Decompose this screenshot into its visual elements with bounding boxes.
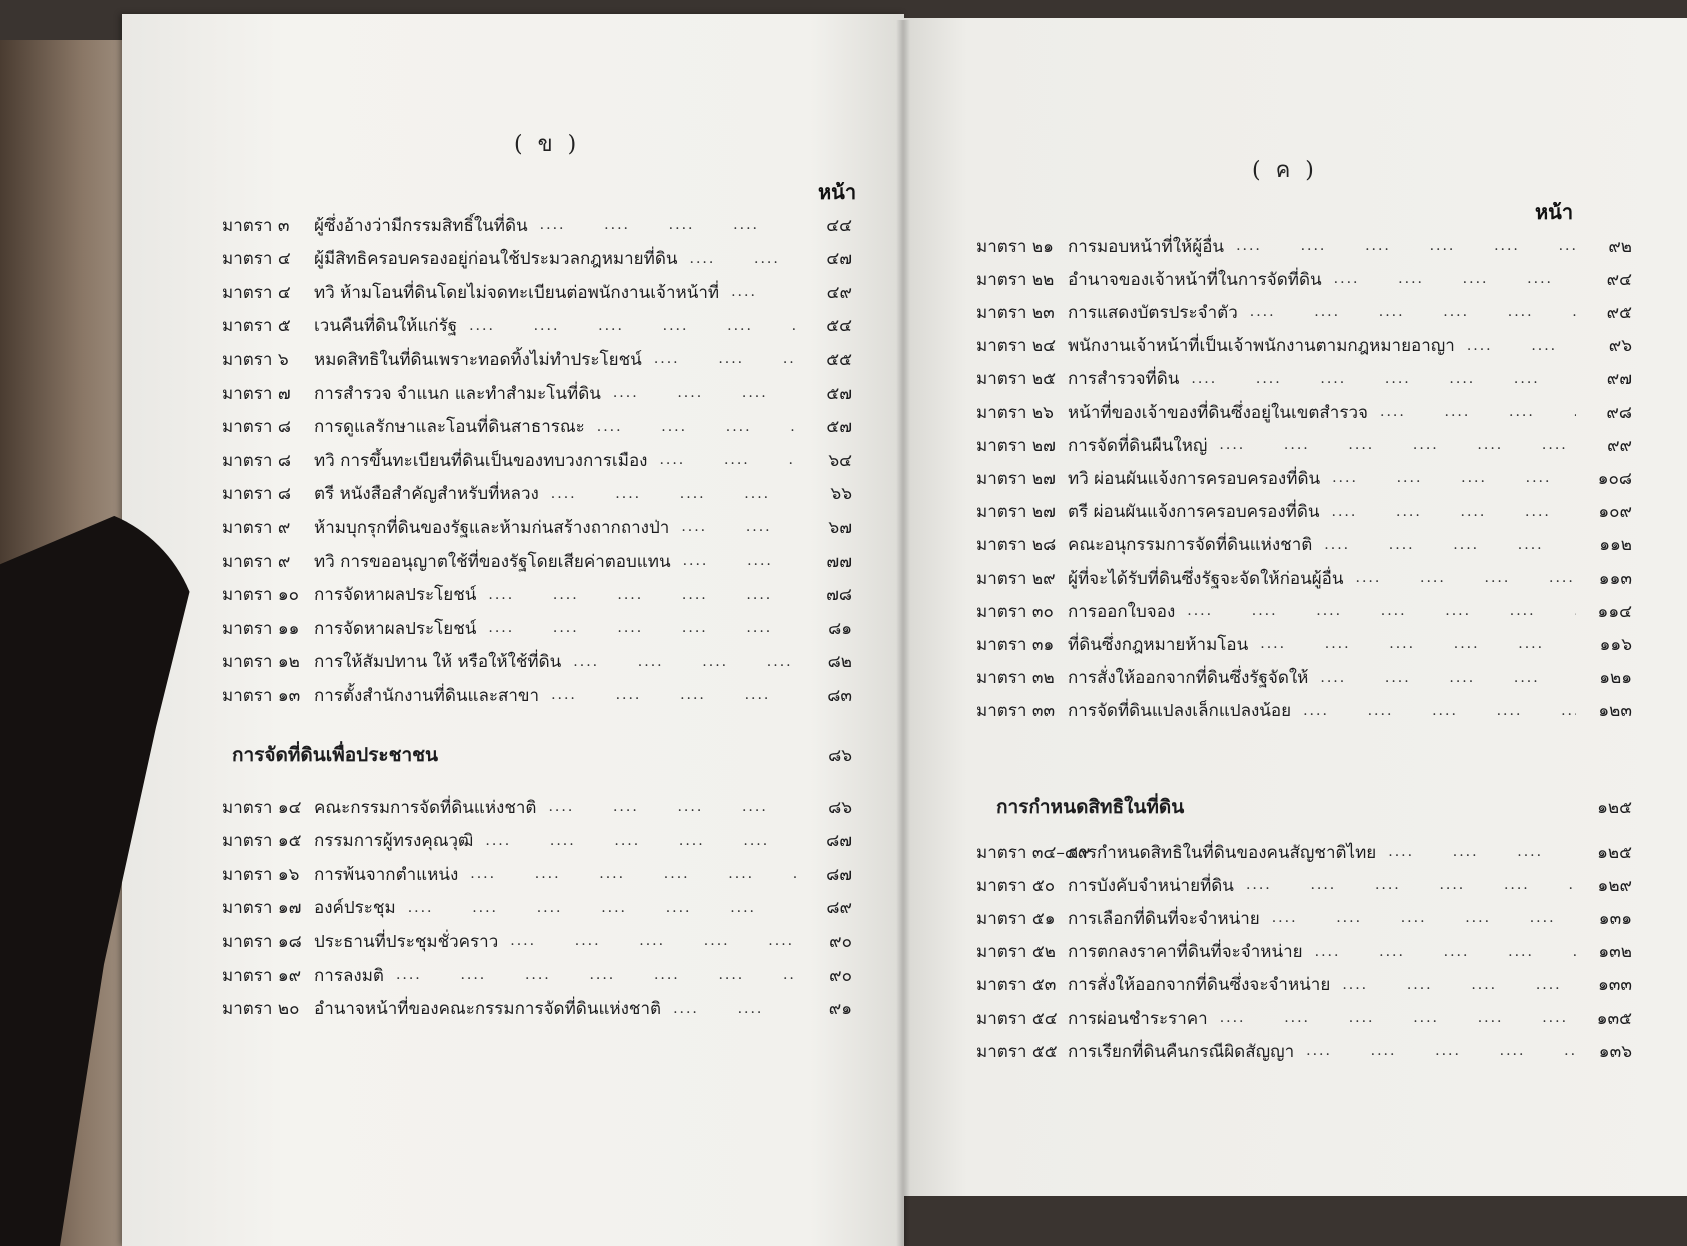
right-toc-entry <box>976 935 1632 969</box>
section-title: การจัดที่ดินผืนใหญ่ <box>1068 435 1208 456</box>
section-number: มาตรา ๑๐ <box>222 585 300 606</box>
left-page-label: ( ข ) <box>514 132 581 157</box>
page-number: ๙๔ <box>1606 269 1632 290</box>
leader-dots <box>659 452 796 468</box>
page-number: ๖๔ <box>828 450 852 471</box>
page-number: ๕๗ <box>826 383 852 404</box>
section-title: ผู้ที่จะได้รับที่ดินซึ่งรัฐจะจัดให้ก่อนผู้อื่น <box>1068 568 1344 589</box>
section-title: ผู้ซึ่งอ้างว่ามีกรรมสิทธิ์ในที่ดิน <box>314 215 528 236</box>
section-title: การสำรวจ จำแนก และทำสำมะโนที่ดิน <box>314 383 601 404</box>
right-toc-entry <box>976 594 1632 628</box>
section-number: มาตรา ๒๖ <box>976 402 1054 423</box>
section-title: ตรี ผ่อนผันแจ้งการครอบครองที่ดิน <box>1068 502 1320 523</box>
leader-dots <box>551 687 796 703</box>
page-number: ๑๐๘ <box>1597 468 1632 489</box>
left-toc-entry <box>222 824 852 858</box>
left-section-heading <box>232 738 852 772</box>
leader-dots <box>1324 537 1576 553</box>
section-number: มาตรา ๓ <box>222 215 290 236</box>
section-title: การตั้งสำนักงานที่ดินและสาขา <box>314 685 540 706</box>
page-number: ๘๖ <box>828 797 852 818</box>
book-gutter <box>896 20 910 1246</box>
page-number: ๑๑๖ <box>1599 634 1632 655</box>
left-page <box>122 14 904 1246</box>
leader-dots <box>1191 371 1576 387</box>
page-number: ๘๒ <box>827 652 852 673</box>
page-number: ๔๔ <box>826 215 852 236</box>
section-title: อำนาจของเจ้าหน้าที่ในการจัดที่ดิน <box>1068 269 1322 290</box>
leader-dots <box>683 553 796 569</box>
left-toc-entry <box>222 510 852 544</box>
leader-dots <box>1236 238 1576 254</box>
section-number: มาตรา ๑๓ <box>222 685 301 706</box>
section-title: คณะกรรมการจัดที่ดินแห่งชาติ <box>314 797 537 818</box>
left-toc-entry <box>222 645 852 679</box>
page-number: ๔๗ <box>826 249 852 270</box>
section-title: การตกลงราคาที่ดินที่จะจำหน่าย <box>1068 942 1303 963</box>
left-section-title: การจัดที่ดินเพื่อประชาชน <box>232 744 439 766</box>
leader-dots <box>551 486 796 502</box>
right-page-label: ( ค ) <box>1252 158 1318 183</box>
section-number: มาตรา ๘ <box>222 484 291 505</box>
section-number: มาตรา ๑๘ <box>222 931 302 952</box>
page-number: ๖๖ <box>830 484 852 505</box>
section-number: มาตรา ๒๘ <box>976 535 1057 556</box>
right-section-title: การกำหนดสิทธิในที่ดิน <box>996 796 1185 818</box>
right-toc-entry <box>976 428 1632 462</box>
section-title: การบังคับจำหน่ายที่ดิน <box>1068 875 1234 896</box>
page-number: ๑๑๓ <box>1598 568 1632 589</box>
section-number: มาตรา ๕๒ <box>976 942 1056 963</box>
section-title: การจัดที่ดินแปลงเล็กแปลงน้อย <box>1068 701 1292 722</box>
leader-dots <box>1272 910 1576 926</box>
section-number: มาตรา ๒๐ <box>222 999 300 1020</box>
right-toc-entry <box>976 627 1632 661</box>
section-title: การเลือกที่ดินที่จะจำหน่าย <box>1068 908 1260 929</box>
page-number: ๑๒๑ <box>1599 668 1632 689</box>
section-title: การให้สัมปทาน ให้ หรือให้ใช้ที่ดิน <box>314 652 562 673</box>
right-toc-entry <box>976 295 1632 329</box>
section-number: มาตรา ๙ <box>222 517 291 538</box>
section-title: การออกใบจอง <box>1068 601 1176 622</box>
left-toc-entry <box>222 410 852 444</box>
leader-dots <box>597 419 796 435</box>
left-toc-entry <box>222 857 852 891</box>
section-number: มาตรา ๒๗ <box>976 468 1056 489</box>
right-toc-entry <box>976 528 1632 562</box>
leader-dots <box>1220 1010 1576 1026</box>
section-title: ทวิ ห้ามโอนที่ดินโดยไม่จดทะเบียนต่อพนักงานเจ้าหน้าที่ <box>314 282 720 303</box>
right-toc-entry <box>976 868 1632 902</box>
section-number: มาตรา ๒๑ <box>976 236 1054 257</box>
leader-dots <box>488 620 796 636</box>
section-title: เวนคืนที่ดินให้แก่รัฐ <box>314 316 458 337</box>
leader-dots <box>654 351 796 367</box>
section-title: ผู้มีสิทธิครอบครองอยู่ก่อนใช้ประมวลกฎหมายที่ดิน <box>314 249 678 270</box>
page-number: ๑๑๔ <box>1597 601 1632 622</box>
section-number: มาตรา ๘ <box>222 450 291 471</box>
section-title: ทวิ การขออนุญาตใช้ที่ของรัฐโดยเสียค่าตอบแทน <box>314 551 671 572</box>
leader-dots <box>573 654 796 670</box>
section-number: มาตรา ๑๕ <box>222 831 302 852</box>
page-number: ๙๖ <box>1608 336 1632 357</box>
leader-dots <box>1388 844 1576 860</box>
section-title: การพ้นจากตำแหน่ง <box>314 864 459 885</box>
leader-dots <box>1332 504 1576 520</box>
left-toc-entry <box>222 678 852 712</box>
leader-dots <box>690 251 797 267</box>
right-toc-entry <box>976 329 1632 363</box>
page-number: ๕๗ <box>826 417 852 438</box>
page-number: ๗๗ <box>826 551 852 572</box>
page-number: ๘๑ <box>828 618 852 639</box>
page-number: ๑๓๕ <box>1596 1008 1632 1029</box>
section-number: มาตรา ๕๔ <box>976 1008 1058 1029</box>
section-title: การเรียกที่ดินคืนกรณีผิดสัญญา <box>1068 1041 1295 1062</box>
right-toc-entry <box>976 835 1632 869</box>
left-toc-entry <box>222 544 852 578</box>
section-number: มาตรา ๗ <box>222 383 291 404</box>
section-number: มาตรา ๑๗ <box>222 898 302 919</box>
leader-dots <box>731 284 796 300</box>
leader-dots <box>1246 877 1576 893</box>
section-number: มาตรา ๒๓ <box>976 302 1055 323</box>
section-number: มาตรา ๕ <box>222 316 291 337</box>
left-toc-entry <box>222 242 852 276</box>
leader-dots <box>488 587 796 603</box>
page-number: ๕๕ <box>826 349 852 370</box>
page-number: ๑๓๓ <box>1597 975 1632 996</box>
left-toc-entry <box>222 611 852 645</box>
leader-dots <box>1320 670 1576 686</box>
section-title: การลงมติ <box>314 965 384 986</box>
section-number: มาตรา ๒๗ <box>976 435 1056 456</box>
page-number: ๔๙ <box>826 282 852 303</box>
page-number: ๙๐ <box>829 965 852 986</box>
right-section-heading <box>996 790 1632 824</box>
leader-dots <box>1260 636 1576 652</box>
section-number: มาตรา ๑๔ <box>222 797 302 818</box>
leader-dots <box>1334 271 1576 287</box>
section-title: องค์ประชุม <box>314 898 396 919</box>
section-number: มาตรา ๔ <box>222 282 291 303</box>
left-toc-entry <box>222 891 852 925</box>
page-number: ๙๒ <box>1608 236 1632 257</box>
section-number: มาตรา ๓๓ <box>976 701 1056 722</box>
section-number: มาตรา ๒๔ <box>976 336 1056 357</box>
section-number: มาตรา ๘ <box>222 417 291 438</box>
section-title: ทวิ การขึ้นทะเบียนที่ดินเป็นของทบวงการเมือง <box>314 450 648 471</box>
section-title: กรรมการผู้ทรงคุณวุฒิ <box>314 831 474 852</box>
leader-dots <box>1250 304 1576 320</box>
page-number: ๘๓ <box>827 685 852 706</box>
section-title: ทวิ ผ่อนผันแจ้งการครอบครองที่ดิน <box>1068 468 1321 489</box>
section-number: มาตรา ๙ <box>222 551 291 572</box>
page-number: ๑๑๒ <box>1599 535 1632 556</box>
leader-dots <box>613 385 796 401</box>
right-page <box>904 18 1687 1196</box>
right-section-page: ๑๒๕ <box>1597 797 1632 818</box>
leader-dots <box>540 217 796 233</box>
section-number: มาตรา ๓๒ <box>976 668 1055 689</box>
section-number: มาตรา ๑๑ <box>222 618 300 639</box>
section-number: มาตรา ๓๐ <box>976 601 1054 622</box>
page-number: ๑๒๓ <box>1598 701 1632 722</box>
section-title: หมดสิทธิในที่ดินเพราะทอดทิ้งไม่ทำประโยชน์ <box>314 349 642 370</box>
section-title: การผ่อนชำระราคา <box>1068 1008 1208 1029</box>
right-toc-entry <box>976 461 1632 495</box>
right-toc-entry <box>976 561 1632 595</box>
section-number: มาตรา ๒๕ <box>976 369 1056 390</box>
leader-dots <box>548 799 796 815</box>
left-toc-entry <box>222 443 852 477</box>
right-toc-entry <box>976 1001 1632 1035</box>
section-title: การมอบหน้าที่ให้ผู้อื่น <box>1068 236 1225 257</box>
section-number: มาตรา ๕๐ <box>976 875 1056 896</box>
page-number: ๘๗ <box>826 831 852 852</box>
section-number: มาตรา ๕๓ <box>976 975 1057 996</box>
page-number: ๑๓๑ <box>1598 908 1632 929</box>
section-title: การดูแลรักษาและโอนที่ดินสาธารณะ <box>314 417 585 438</box>
section-title: การสั่งให้ออกจากที่ดินซึ่งรัฐจัดให้ <box>1068 668 1309 689</box>
right-toc-entry <box>976 661 1632 695</box>
section-number: มาตรา ๒๙ <box>976 568 1056 589</box>
right-toc-entry <box>976 362 1632 396</box>
section-title: การแสดงบัตรประจำตัว <box>1068 302 1238 323</box>
right-toc-entry <box>976 262 1632 296</box>
left-toc-entry <box>222 309 852 343</box>
section-number: มาตรา ๑๒ <box>222 652 300 673</box>
section-number: มาตรา ๓๔–๔๙ <box>976 842 1091 863</box>
leader-dots <box>1219 437 1576 453</box>
section-title: ที่ดินซึ่งกฎหมายห้ามโอน <box>1068 634 1249 655</box>
section-title: การจัดหาผลประโยชน์ <box>314 585 477 606</box>
leader-dots <box>470 866 796 882</box>
leader-dots <box>1380 404 1576 420</box>
left-page-column-header: หน้า <box>818 180 857 204</box>
section-number: มาตรา ๒๗ <box>976 502 1056 523</box>
section-number: มาตรา ๓๑ <box>976 634 1055 655</box>
leader-dots <box>1467 338 1576 354</box>
left-section-page: ๘๖ <box>828 745 852 766</box>
right-page-column-header: หน้า <box>1535 200 1574 224</box>
right-toc-entry <box>976 968 1632 1002</box>
leader-dots <box>485 833 796 849</box>
right-toc-entry <box>976 694 1632 728</box>
section-number: มาตรา ๒๒ <box>976 269 1055 290</box>
page-number: ๙๑ <box>828 999 852 1020</box>
left-toc-entry <box>222 958 852 992</box>
page-number: ๑๒๙ <box>1597 875 1632 896</box>
left-toc-entry <box>222 992 852 1026</box>
section-number: มาตรา ๑๖ <box>222 864 300 885</box>
page-number: ๑๓๖ <box>1598 1041 1632 1062</box>
page-number: ๙๘ <box>1606 402 1632 423</box>
left-toc-entry <box>222 578 852 612</box>
leader-dots <box>1332 470 1576 486</box>
section-number: มาตรา ๕๕ <box>976 1041 1058 1062</box>
right-toc-entry <box>976 495 1632 529</box>
page-number: ๗๘ <box>826 585 852 606</box>
left-toc-entry <box>222 275 852 309</box>
section-title: การจัดหาผลประโยชน์ <box>314 618 477 639</box>
page-number: ๙๙ <box>1607 435 1632 456</box>
section-title: พนักงานเจ้าหน้าที่เป็นเจ้าพนักงานตามกฎหมายอาญา <box>1068 336 1455 357</box>
section-title: การสั่งให้ออกจากที่ดินซึ่งจะจำหน่าย <box>1068 975 1331 996</box>
leader-dots <box>408 900 796 916</box>
section-number: มาตรา ๔ <box>222 249 291 270</box>
section-number: มาตรา ๖ <box>222 349 289 370</box>
page-number: ๙๗ <box>1606 369 1632 390</box>
leader-dots <box>1315 944 1576 960</box>
left-toc-entry <box>222 342 852 376</box>
leader-dots <box>469 318 796 334</box>
leader-dots <box>396 967 796 983</box>
section-number: มาตรา ๑๙ <box>222 965 302 986</box>
right-toc-entry <box>976 1034 1632 1068</box>
section-title: อำนาจหน้าที่ของคณะกรรมการจัดที่ดินแห่งชาติ <box>314 999 662 1020</box>
page-number: ๕๔ <box>826 316 852 337</box>
right-toc-entry <box>976 395 1632 429</box>
section-number: มาตรา ๕๑ <box>976 908 1056 929</box>
section-title: คณะอนุกรรมการจัดที่ดินแห่งชาติ <box>1068 535 1313 556</box>
section-title: การสำรวจที่ดิน <box>1068 369 1180 390</box>
section-title: การกำหนดสิทธิในที่ดินของคนสัญชาติไทย <box>1068 842 1377 863</box>
page-number: ๑๒๕ <box>1597 842 1632 863</box>
section-title: ประธานที่ประชุมชั่วคราว <box>314 931 499 952</box>
right-toc-entry <box>976 901 1632 935</box>
leader-dots <box>510 933 796 949</box>
leader-dots <box>1342 977 1576 993</box>
leader-dots <box>673 1001 796 1017</box>
page-number: ๑๐๙ <box>1598 502 1632 523</box>
page-number: ๙๐ <box>829 931 852 952</box>
left-toc-entry <box>222 477 852 511</box>
leader-dots <box>1306 1043 1576 1059</box>
leader-dots <box>681 519 796 535</box>
section-title: ตรี หนังสือสำคัญสำหรับที่หลวง <box>314 484 539 505</box>
section-title: หน้าที่ของเจ้าของที่ดินซึ่งอยู่ในเขตสำรวจ <box>1068 402 1368 423</box>
page-number: ๙๕ <box>1606 302 1632 323</box>
right-toc-entry <box>976 229 1632 263</box>
left-toc-entry <box>222 924 852 958</box>
page-number: ๖๗ <box>828 517 852 538</box>
leader-dots <box>1356 570 1576 586</box>
leader-dots <box>1187 603 1576 619</box>
left-toc-entry <box>222 790 852 824</box>
left-toc-entry <box>222 376 852 410</box>
page-number: ๘๗ <box>826 864 852 885</box>
page-number: ๘๙ <box>826 898 852 919</box>
section-title: ห้ามบุกรุกที่ดินของรัฐและห้ามก่นสร้างถากถางป่า <box>314 517 670 538</box>
leader-dots <box>1303 703 1576 719</box>
left-toc-entry <box>222 208 852 242</box>
page-number: ๑๓๒ <box>1598 942 1632 963</box>
